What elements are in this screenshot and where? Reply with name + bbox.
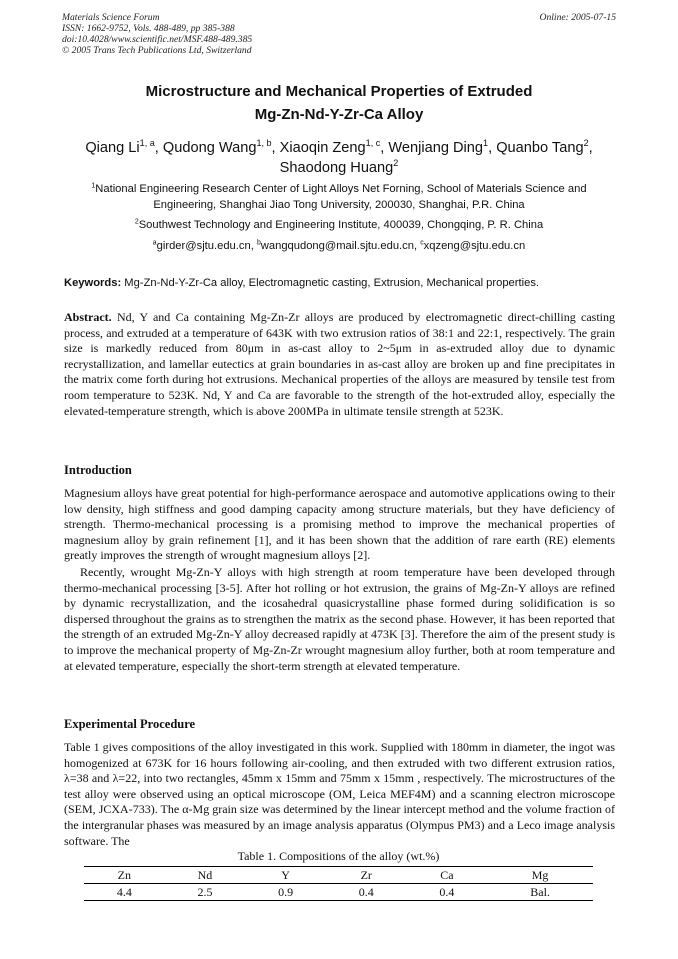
- author-affiliation-mark: 1: [483, 138, 489, 149]
- author-affiliation-mark: 1, b: [256, 138, 272, 149]
- experimental-paragraph-1: Table 1 gives compositions of the alloy investigated in this work. Supplied with 180mm in diameter, the ingot was homogenized at 673K for 16 hours following air-cooling, and then extruded with two different extrusion ratios, λ=38 and λ=22, into two rectangles, 45mm x 15mm and 75mm x 15mm , respectively. The microstructures of the test alloy were observed using an optical microscope (OM, Leica MEF4M) and a scanning electron microscope (SEM, JCXA-733). The α-Mg grain size was determined by the linear intercept method and the volume fraction of the intergranular phases was measured by an image analysis apparatus (Olympus PM3) and a Leco image analysis software. The: [64, 740, 615, 848]
- table-cell: 0.4: [439, 885, 455, 899]
- email-mark: a: [152, 239, 157, 247]
- affiliation-text: Southwest Technology and Engineering Institute, 400039, Chongqing, P. R. China: [138, 219, 544, 231]
- author-name: Wenjiang Ding: [388, 140, 484, 156]
- author-name: Qiang Li: [85, 140, 140, 156]
- author-name: Shaodong Huang: [279, 160, 394, 176]
- table-cell: 0.9: [278, 885, 294, 899]
- keywords-label: Keywords:: [64, 277, 122, 289]
- table-cell: 2.5: [197, 885, 213, 899]
- email-mark: c: [420, 239, 424, 247]
- journal-header: [62, 12, 616, 56]
- paper-title: [62, 80, 616, 126]
- author-separator: ,: [488, 140, 497, 156]
- section-heading-experimental: Experimental Procedure: [64, 717, 196, 731]
- table-header-cell: Ca: [440, 868, 454, 882]
- abstract: [64, 310, 615, 419]
- abstract-label: Abstract.: [64, 310, 112, 324]
- email-address[interactable]: girder@sjtu.edu.cn,: [156, 240, 257, 252]
- author-list: [62, 138, 616, 178]
- table-header-cell: Zr: [360, 868, 372, 882]
- author-name: Qudong Wang: [162, 140, 257, 156]
- abstract-text: Nd, Y and Ca containing Mg-Zn-Zr alloys are produced by electromagnetic direct-chilling casting process, and extruded at a temperature of 643K with two extrusion ratios of 38:1 and 22:1, respectively. The grain size is markedly reduced from 80μm in as-cast alloy to 2~5μm in as-extruded alloy due to dynamic recrystallization, and lamellar eutectics at grain boundaries in as-cast alloy are broken up and fine precipitates in the matrix come forth during hot extrusions. Mechanical properties of the alloys are measured by tensile test from room temperature to 523K. Nd, Y and Ca are favorable to the strength of the hot-extruded alloy, especially the elevated-temperature strength, which is above 200MPa in ultimate tensile strength at 523K.: [64, 310, 615, 418]
- title-line-1: Microstructure and Mechanical Properties of Extruded: [145, 83, 533, 100]
- author-emails: [62, 238, 616, 254]
- email-address[interactable]: wangqudong@mail.sjtu.edu.cn,: [260, 240, 421, 252]
- table-row: [84, 884, 593, 901]
- table-cell: 4.4: [116, 885, 132, 899]
- table-header-cell: Zn: [117, 868, 131, 882]
- author-name: Quanbo Tang: [496, 140, 584, 156]
- table-caption: Table 1. Compositions of the alloy (wt.%): [237, 849, 440, 863]
- author-affiliation-mark: 1, c: [365, 138, 381, 149]
- author-affiliation-mark: 2: [393, 158, 399, 169]
- table-header-cell: Nd: [197, 868, 213, 882]
- section-heading-introduction: Introduction: [64, 463, 132, 477]
- table-cell: 0.4: [358, 885, 374, 899]
- affiliation-mark: 2: [134, 218, 139, 226]
- intro-paragraph-1: Magnesium alloys have great potential for high-performance aerospace and automotive applications owing to their low density, high stiffness and good damping capacity among structure materials, but they have deficiency of strength. Thermo-mechanical processing is a promising method to improve the mechanical properties of magnesium alloy by grain refinement [1], and it has been shown that the addition of rare earth (RE) elements greatly improves the strength of wrought magnesium alloys [2].: [64, 486, 615, 563]
- affiliation-text: National Engineering Research Center of Light Alloys Net Forning, School of Materials Science and Engineering, Shanghai Jiao Tong University, 200030, Shanghai, P.R. China: [95, 183, 587, 211]
- doi-line: doi:10.4028/www.scientific.net/MSF.488-489.385: [62, 34, 253, 45]
- table-cell: Bal.: [530, 885, 550, 899]
- online-date: Online: 2005-07-15: [539, 12, 616, 23]
- affiliation-mark: 1: [91, 182, 96, 190]
- table-header-cell: Y: [281, 868, 290, 882]
- copyright-line: © 2005 Trans Tech Publications Ltd, Switzerland: [62, 45, 252, 56]
- author-affiliation-mark: 2: [583, 138, 589, 149]
- author-separator: ,: [380, 140, 389, 156]
- email-address[interactable]: xqzeng@sjtu.edu.cn: [423, 240, 526, 252]
- table-header-row: [84, 867, 593, 884]
- table-header-cell: Mg: [531, 868, 549, 882]
- intro-paragraph-2: Recently, wrought Mg-Zn-Y alloys with high strength at room temperature have been developed through thermo-mechanical processing [3-5]. After hot rolling or hot extrusion, the grains of Mg-Zn-Y alloys are refined by dynamic recrystallization, and the icosahedral quasicrystalline phase formed during solidification is so dispersed throughout the grains as to strengthen the matrix as the second phase. However, it has been reported that the strength of an extruded Mg-Zn-Y alloy decreased rapidly at 473K [3]. Therefore the aim of the present study is to improve the mechanical property of Mg-Zn-Zr wrought magnesium alloy further, both at room temperature and at elevated temperature, especially the short-term strength at elevated temperature.: [64, 565, 615, 673]
- author-name: Xiaoqin Zeng: [279, 140, 366, 156]
- affiliation-2: [62, 217, 616, 233]
- author-separator: ,: [154, 140, 163, 156]
- keywords: [64, 275, 616, 291]
- composition-table: [84, 866, 593, 901]
- keywords-text: Mg-Zn-Nd-Y-Zr-Ca alloy, Electromagnetic casting, Extrusion, Mechanical properties.: [121, 277, 540, 289]
- title-line-2: Mg-Zn-Nd-Y-Zr-Ca Alloy: [254, 106, 424, 123]
- affiliation-1: [62, 181, 616, 213]
- journal-name: Materials Science Forum: [62, 12, 160, 23]
- author-affiliation-mark: 1, a: [139, 138, 155, 149]
- email-mark: b: [256, 239, 261, 247]
- author-separator: ,: [271, 140, 280, 156]
- issn-line: ISSN: 1662-9752, Vols. 488-489, pp 385-388: [62, 23, 235, 34]
- author-separator: ,: [588, 140, 593, 156]
